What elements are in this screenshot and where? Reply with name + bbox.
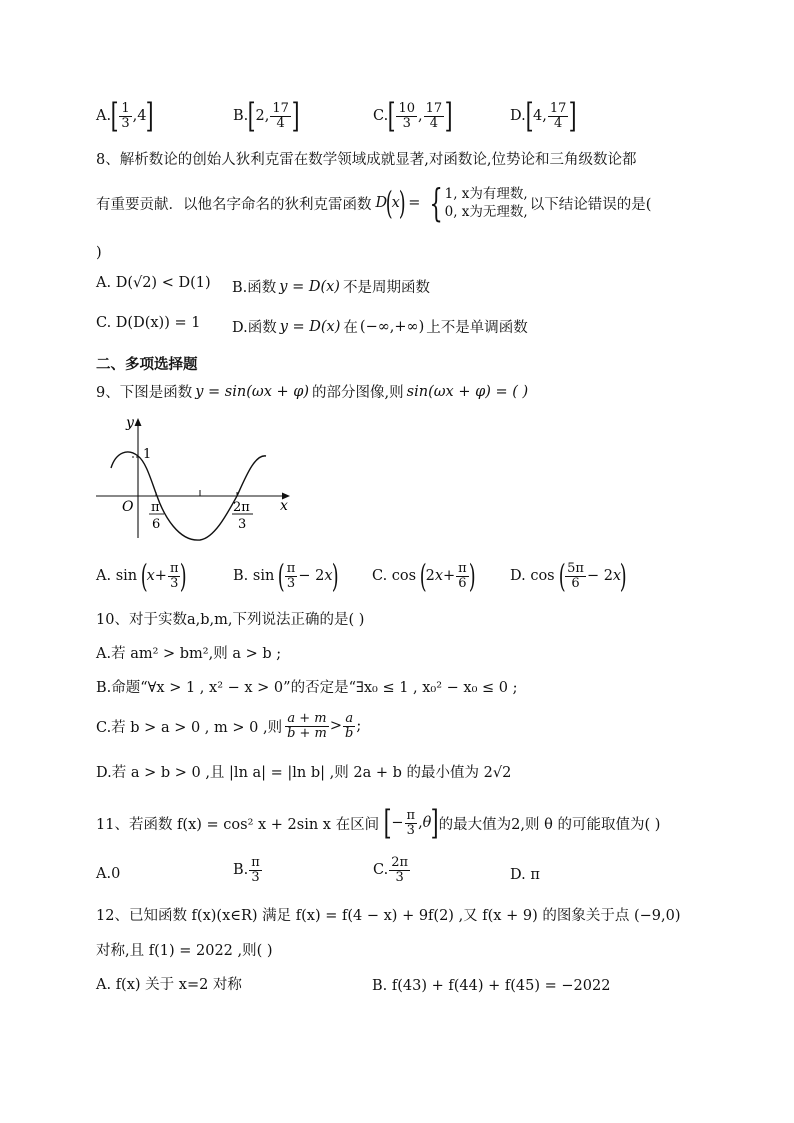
q9-stem: 9、下图是函数 y = sin(ωx + φ) 的部分图像,则 sin(ωx + φ) = ( ) — [96, 383, 529, 401]
q9-option-c[interactable]: C. cos ( 2 x + $\frac{\pi}{6}$ ) — [372, 557, 476, 595]
tick-label-2pi: 2π — [233, 500, 250, 515]
tick-label-6: 6 — [152, 517, 161, 532]
y-axis-label: y — [126, 415, 134, 431]
q10-option-d[interactable]: D.若 a > b > 0 ,且 |ln a| = |ln b| ,则 2a + b 的最小值为 2√2 — [96, 765, 512, 781]
q8-option-b[interactable]: B.函数 y = D(x) 不是周期函数 — [232, 278, 430, 296]
q12-option-a[interactable]: A. f(x) 关于 x=2 对称 — [96, 977, 242, 993]
q8-option-a[interactable]: A. D(√2) < D(1) — [96, 275, 211, 291]
x-axis-label: x — [280, 498, 288, 514]
option-label: A. — [96, 108, 112, 124]
q7-option-b[interactable]: B. [ 2, $\frac{17}{4}$ ] — [233, 96, 300, 136]
section-heading: 二、多项选择题 — [96, 357, 198, 373]
q7-option-d[interactable]: D. [ 4, $\frac{17}{4}$ ] — [510, 96, 577, 136]
q8-stem-line1: 8、解析数论的创始人狄利克雷在数学领域成就显著,对函数论,位势论和三角级数论都 — [96, 152, 637, 168]
q10-option-a[interactable]: A.若 am² > bm²,则 a > b ; — [96, 646, 282, 662]
q9-option-a[interactable]: A. sin ( x + $\frac{\pi}{3}$ ) — [96, 557, 188, 595]
tick-label-3: 3 — [238, 517, 247, 532]
q7-option-a[interactable]: A. [ $\frac{1}{3}$ , 4 ] — [96, 96, 155, 136]
q9-option-b[interactable]: B. sin ( $\frac{\pi}{3}$ − 2 x ) — [233, 557, 339, 595]
q8-option-c[interactable]: C. D(D(x)) = 1 — [96, 315, 201, 331]
q11-stem: 11、若函数 f(x) = cos² x + 2sin x 在区间 [ − $\frac{\pi}{3}$ , θ ] 的最大值为2,则 θ 的可能取值为( ) — [96, 803, 661, 843]
tick-label-pi: π — [151, 500, 160, 515]
origin-label: O — [122, 499, 134, 515]
q11-option-a[interactable]: A.0 — [96, 866, 121, 882]
q10-option-b[interactable]: B.命题“∀x > 1 , x² − x > 0”的否定是“∃x₀ ≤ 1 , x₀² − x₀ ≤ 0 ; — [96, 680, 518, 696]
q7-option-c[interactable]: C. [ $\frac{10}{3}$ , $\frac{17}{4}$ ] — [373, 96, 453, 136]
q12-stem-line2: 对称,且 f(1) = 2022 ,则( ) — [96, 943, 273, 959]
q9-option-d[interactable]: D. cos ( $\frac{5\pi}{6}$ − 2 x ) — [510, 557, 627, 595]
q12-stem-line1: 12、已知函数 f(x)(x∈R) 满足 f(x) = f(4 − x) + 9f(2) ,又 f(x + 9) 的图象关于点 (−9,0) — [96, 908, 681, 924]
piecewise-definition: { 1, x为有理数, 0, x为无理数, — [429, 181, 528, 225]
q8-stem-line2: 有重要贡献．以他名字命名的狄利克雷函数 D ( x ) = { 1, x为有理数, 0, x为无理数, 以下结论错误的是( — [96, 181, 652, 225]
sine-graph — [94, 410, 300, 545]
one-label: 1 — [143, 447, 152, 462]
q10-option-c[interactable]: C.若 b > a > 0 , m > 0 ,则 $\frac{a + m}{b + m}$ > $\frac{a}{b}$ ; — [96, 711, 362, 741]
q10-stem: 10、对于实数a,b,m,下列说法正确的是( ) — [96, 612, 365, 628]
y-axis-arrow-icon — [135, 418, 142, 426]
q12-option-b[interactable]: B. f(43) + f(44) + f(45) = −2022 — [372, 978, 611, 994]
q11-option-c[interactable]: C. $\frac{2\pi}{3}$ — [373, 855, 409, 885]
q8-option-d[interactable]: D.函数 y = D(x) 在 (−∞,+∞) 上不是单调函数 — [232, 318, 528, 336]
q11-option-b[interactable]: B. $\frac{\pi}{3}$ — [233, 855, 260, 885]
q11-option-d[interactable]: D. π — [510, 867, 540, 883]
q8-stem-line3: ) — [96, 245, 102, 261]
